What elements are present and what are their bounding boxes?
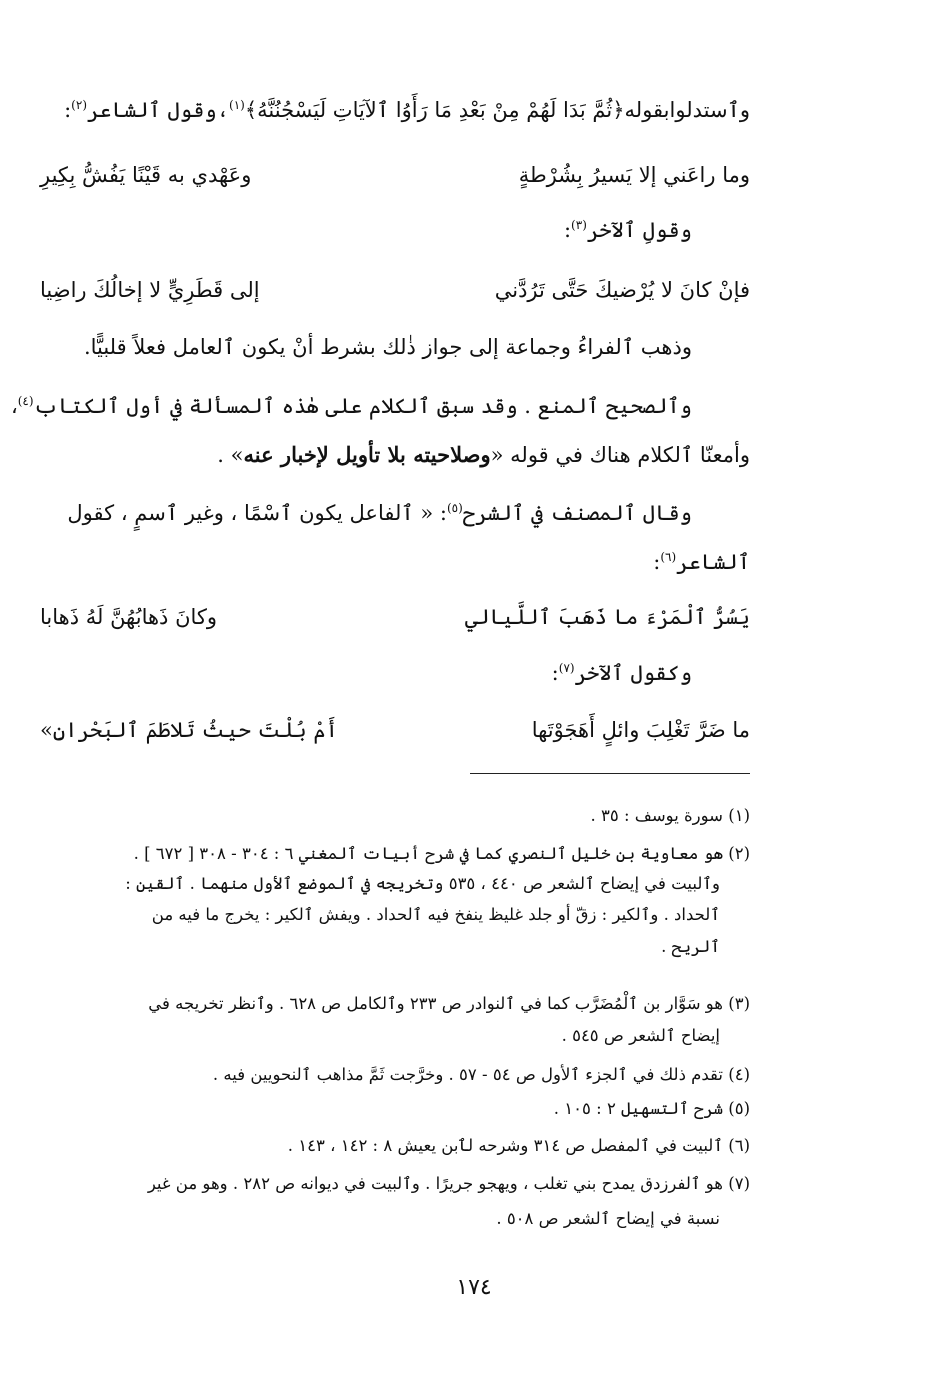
footnote-3-cont: إيضاح ٱلشعر ص ٥٤٥ . <box>561 1026 720 1045</box>
verse-hemistich-second: وعَهْدي به قَيْنًا يَفُشُّ بِكِيرِ <box>40 163 252 187</box>
footnote-7-cont: نسبة في إيضاح ٱلشعر ص ٥٠٨ . <box>496 1209 720 1228</box>
footnote-separator <box>470 773 750 774</box>
text-line-3 <box>40 210 750 252</box>
verse-hemistich-second: وكانَ ذَهابُهُنَّ لَهُ ذَهابا <box>40 605 218 629</box>
footnote-6: (٦) ٱلبيت في ٱلمفصل ص ٣١٤ وشرحه لٱبن يعيش ٨ : ١٤٢ ، ١٤٣ . <box>287 1136 750 1155</box>
footnote-2-cont: وٱلبيت في إيضاح ٱلشعر ص ٤٤٠ ، ٥٣٥ وتخريجه في ٱلموضع ٱلأول منهما . ٱلقين : <box>125 874 720 893</box>
text-line-11 <box>40 653 750 695</box>
text-line-9 <box>40 542 750 584</box>
text: وقولِ ٱلآخر <box>586 218 692 242</box>
footnote-5: (٥) شرح ٱلتسهيل ٢ : ١٠٥ . <box>553 1099 750 1118</box>
text: وذهب ٱلفراءُ وجماعة إلى جواز ذٰلك بشرط أنْ يكون ٱلعامل فعلاً قلبيًّا. <box>83 335 692 359</box>
footnote-7: (٧) هو ٱلفرزدق يمدح بني تغلب ، ويهجو جريرًا . وٱلبيت في ديوانه ص ٢٨٢ . وهو من غير <box>147 1174 750 1193</box>
bold-quote: وصلاحيته بلا تأويل لإخبار عنه <box>243 442 491 467</box>
quran-quote: ﴿ثُمَّ بَدَا لَهُمْ مِنْ بَعْدِ مَا رَأَوُا ٱلآيَاتِ لَيَسْجُنُنَّهُ﴾ <box>244 98 625 122</box>
footnote-ref-4[interactable]: (٤) <box>17 394 34 408</box>
verse-hemistich-first: فإنْ كانَ لا يُرْضيكَ حَتَّى تَرُدَّني <box>494 278 750 302</box>
footnote-ref-7[interactable]: (٧) <box>558 661 575 675</box>
verse-hemistich-first: وما راعَني إلا يَسيرُ بِشُرْطةٍ <box>518 163 750 187</box>
footnote-ref-1[interactable]: (١) <box>229 98 245 112</box>
verse-3 <box>40 597 750 639</box>
text: وٱلصحيح ٱلمنع . وقد سبق ٱلكلام على هٰذه ٱلمسألة في أول ٱلكتاب <box>33 394 692 418</box>
text: وقال ٱلمصنف في ٱلشرح <box>462 501 692 525</box>
text: : <box>563 218 572 242</box>
footnote-ref-5[interactable]: (٥) <box>446 501 463 515</box>
text: وٱستدلوابقوله <box>624 98 750 122</box>
text-line-7 <box>40 435 750 477</box>
text: ٱلشاعر <box>676 550 750 574</box>
footnote-ref-2[interactable]: (٢) <box>71 98 87 112</box>
verse-hemistich-first: ما ضَرَّ تَغْلِبَ وائلٍ أَهَجَوْتَها <box>531 718 750 742</box>
footnote-4: (٤) تقدم ذلك في ٱلجزء ٱلأول ص ٥٤ - ٥٧ . وخرَّجت ثَمَّ مذاهب ٱلنحويين فيه . <box>212 1065 750 1084</box>
footnote-ref-3[interactable]: (٣) <box>571 218 587 232</box>
verse-4 <box>40 710 750 752</box>
footnote-1: (١) سورة يوسف : ٣٥ . <box>590 806 750 825</box>
footnote-2: (٢) هو معاوية بن خليل ٱلنصري كما في شرح أبيات ٱلمغني ٦ : ٣٠٤ - ٣٠٨ [ ٦٧٢ ] . <box>133 844 750 863</box>
page-number: ١٧٤ <box>456 1275 492 1300</box>
text: وأمعنّا ٱلكلام هناك في قوله « <box>490 443 750 467</box>
text-line-8 <box>40 493 750 535</box>
text-line-1 <box>40 90 750 132</box>
verse-hemistich-second: أَمْ بُلْتَ حيثُ تَلاطَمَ ٱلبَحْرانِ» <box>40 718 338 742</box>
verse-1 <box>40 155 750 197</box>
text: : <box>653 550 661 574</box>
text-line-6 <box>10 386 750 428</box>
text: ،وقول ٱلشاعر <box>87 98 230 122</box>
footnote-3: (٣) هو سَوَّار بن ٱلْمُضَرَّب كما في ٱلنوادر ص ٢٣٣ وٱلكامل ص ٦٢٨ . وٱنظر تخريجه في <box>148 994 750 1013</box>
text: : « ٱلفاعل يكون ٱسْمًا ، وغير ٱسمٍ ، كقول <box>67 501 447 525</box>
footnote-ref-6[interactable]: (٦) <box>660 550 677 564</box>
footnote-2-cont: ٱلريح . <box>661 937 720 956</box>
text: : <box>64 98 72 122</box>
footnote-2-cont: ٱلحداد . وٱلكير : زقّ أو جلد غليظ ينفخ فيه ٱلحداد . ويفش ٱلكير : يخرج ما فيه من <box>151 905 720 924</box>
text: ، <box>10 394 18 418</box>
text: وكقول ٱلآخر <box>574 661 692 685</box>
text: : <box>551 661 559 685</box>
verse-2 <box>40 270 750 312</box>
text: » . <box>217 443 244 467</box>
verse-hemistich-first: يَسُرُّ ٱلْمَرْءَ ما ذَهَبَ ٱللَّيالي <box>464 605 750 629</box>
verse-hemistich-second: إلى قَطَرِيٍّ لا إخالُكَ راضِيا <box>40 278 260 302</box>
text-line-5 <box>40 327 750 369</box>
